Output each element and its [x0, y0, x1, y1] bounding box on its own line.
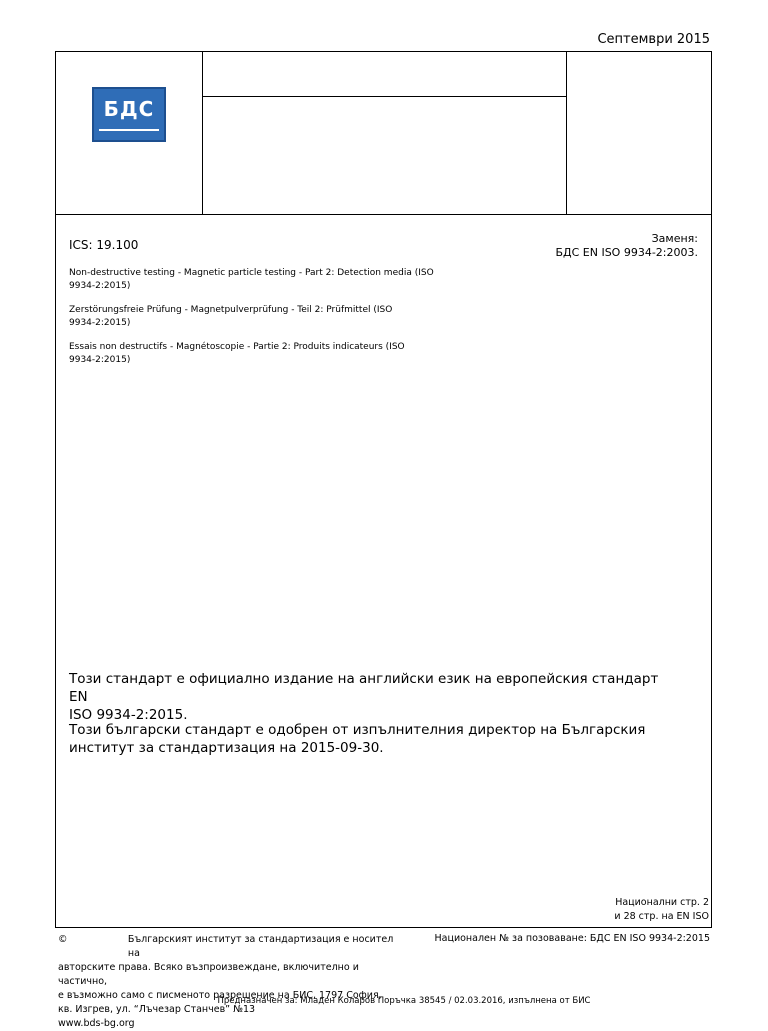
title-german [69, 304, 449, 330]
logo-underline [99, 129, 159, 131]
page-frame [55, 51, 712, 928]
logo-text: БДС [103, 97, 155, 121]
copyright-row [58, 933, 408, 961]
title-french-line1: Essais non destructifs - Magnétoscopie - Partie 2: Produits indicateurs (ISO [69, 342, 405, 352]
title-german-line1: Zerstörungsfreie Prüfung - Magnetpulverprüfung - Teil 2: Prüfmittel (ISO [69, 305, 393, 315]
header-row [56, 52, 711, 215]
approved-line2: институт за стандартизация на 2015-09-30. [69, 740, 384, 756]
logo-cell [56, 52, 203, 214]
title-english-line2: 9934-2:2015) [69, 281, 131, 291]
bds-logo [92, 87, 166, 142]
website-link[interactable]: www.bds-bg.org [58, 1018, 135, 1029]
approval-statement [69, 721, 669, 757]
ics-code: ICS: 19.100 [69, 238, 139, 252]
national-pages: Национални стр. 2 [615, 897, 709, 908]
official-line1: Този стандарт е официално издание на английски език на европейския стандарт EN [69, 671, 659, 705]
official-line2: ISO 9934-2:2015. [69, 707, 188, 723]
copyright-line4: кв. Изгрев, ул. “Лъчезар Станчев” №13 [58, 1004, 256, 1015]
copyright-symbol: © [58, 934, 68, 945]
copyright-line3: е възможно само с писменото разрешение на БИС, 1797 София, [58, 990, 382, 1001]
replaces-block [555, 232, 698, 260]
title-french [69, 341, 449, 367]
copyright-notice [58, 933, 408, 1031]
official-edition-statement [69, 670, 669, 724]
reference-number: Национален № за позоваване: БДС EN ISO 9934-2:2015 [434, 933, 710, 944]
en-iso-pages: и 28 стр. на EN ISO [614, 911, 709, 922]
order-info: Предназначен за: Младен Коларов Поръчка 38545 / 02.03.2016, изпълнена от БИС [217, 996, 591, 1006]
replaces-label: Заменя: [651, 232, 698, 245]
replaces-value: БДС EN ISO 9934-2:2003. [555, 246, 698, 259]
copyright-line2: авторските права. Всяко възпроизвеждане, включително и частично, [58, 962, 359, 987]
header-cell-bottom [202, 97, 567, 214]
title-english-line1: Non-destructive testing - Magnetic particle testing - Part 2: Detection media (ISO [69, 268, 434, 278]
title-french-line2: 9934-2:2015) [69, 355, 131, 365]
title-german-line2: 9934-2:2015) [69, 318, 131, 328]
page-count [614, 896, 709, 924]
title-english [69, 267, 449, 293]
issue-date: Септември 2015 [597, 32, 710, 47]
approved-line1: Този български стандарт е одобрен от изпълнителния директор на Българския [69, 722, 646, 738]
copyright-line1: Българският институт за стандартизация е носител на [127, 934, 394, 959]
header-cell-top [202, 52, 567, 97]
